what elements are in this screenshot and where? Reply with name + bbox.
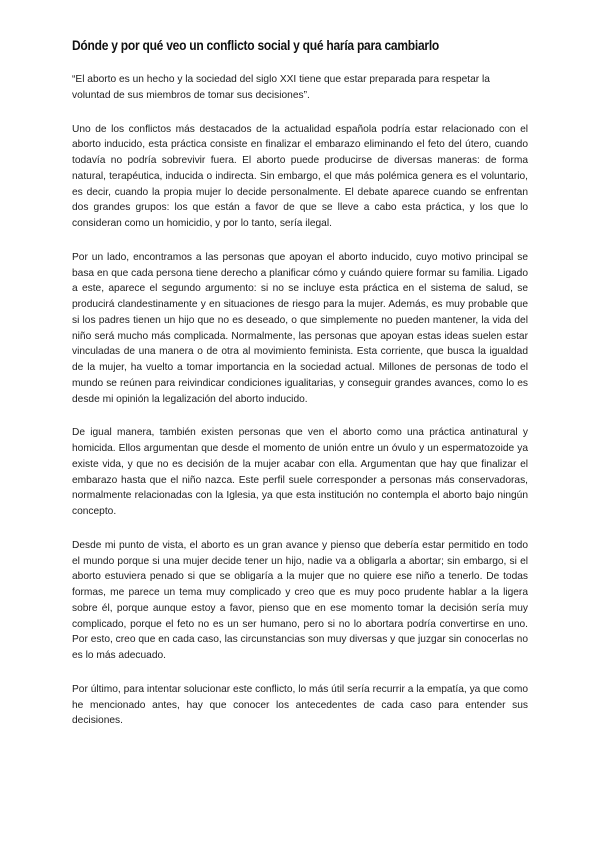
document-title: Dónde y por qué veo un conflicto social y qué haría para cambiarlo bbox=[72, 37, 440, 53]
paragraph-opinion: Desde mi punto de vista, el aborto es un gran avance y pienso que debería estar permitido en todo el mundo porque si una mujer decide tener un hijo, nadie va a obligarla a abortar; sin embargo, si el aborto estuviera penado si que se obligaría a la mujer que no quiere ese niño a tenerlo. De todas formas, me parece un tema muy complicado y creo que es muy poco prudente hablar a la ligera sobre él, porque aunque estoy a favor, pienso que en ese momento tomar la decisión sería muy complicado, porque el feto no es un ser humano, pero si no lo abortara podría convertirse en uno. Por esto, creo que en cada caso, las circunstancias son muy diversas y que juzgar sin conocerlas no es lo más adecuado. bbox=[72, 539, 528, 661]
paragraph-intro: Uno de los conflictos más destacados de la actualidad española podría estar relacionado con el aborto inducido, esta práctica consiste en finalizar el embarazo eliminando el feto del útero, cuando todavía no podría sobrevivir fuera. El aborto puede producirse de diversas maneras: de forma natural, terapéutica, inducida o indirecta. Sin embargo, el que más polémica genera es el voluntario, es decir, cuando la propia mujer lo decide personalmente. El debate aparece cuando se enfrentan dos grandes grupos: los que están a favor de que se lleve a cabo esta práctica, y los que lo consideran como un homicidio, y por lo tanto, sería ilegal. bbox=[72, 123, 528, 229]
opening-quote: “El aborto es un hecho y la sociedad del siglo XXI tiene que estar preparada para respetar la voluntad de sus miembros de tomar sus decisiones”. bbox=[72, 74, 490, 101]
document-page bbox=[72, 36, 528, 747]
paragraph-solution: Por último, para intentar solucionar este conflicto, lo más útil sería recurrir a la empatía, ya que como he mencionado antes, hay que conocer los antecedentes de cada caso para entender sus decisiones. bbox=[72, 683, 528, 727]
paragraph-opponents: De igual manera, también existen personas que ven el aborto como una práctica antinatural y homicida. Ellos argumentan que desde el momento de unión entre un óvulo y un espermatozoide ya existe vida, y que no es decisión de la mujer acabar con ella. Argumentan que hay que finalizar el embarazo hasta que el niño nazca. Este perfil suele corresponder a personas más conservadoras, normalmente relacionadas con la Iglesia, ya que esta institución no contempla el aborto bajo ningún concepto. bbox=[72, 427, 528, 517]
paragraph-supporters: Por un lado, encontramos a las personas que apoyan el aborto inducido, cuyo motivo principal se basa en que cada persona tiene derecho a planificar cómo y cuándo quiere formar su familia. Ligado a este, aparece el segundo argumento: si no se incluye esta práctica en el sistema de salud, se producirá clandestinamente y en situaciones de riesgo para la mujer. Además, es muy probable que si los padres tienen un hijo que no es deseado, o que simplemente no pueden mantener, la vida del niño será mucho más complicada. Normalmente, las personas que apoyan estas ideas suelen estar vinculadas de una manera o de otra al movimiento feminista. Esta corriente, que busca la igualdad de la mujer, ha vuelto a tomar importancia en la sociedad actual. Millones de personas de todo el mundo se reúnen para reivindicar condiciones igualitarias, y conseguir grandes avances, como lo es desde mi opinión la legalización del aborto inducido. bbox=[72, 251, 528, 405]
